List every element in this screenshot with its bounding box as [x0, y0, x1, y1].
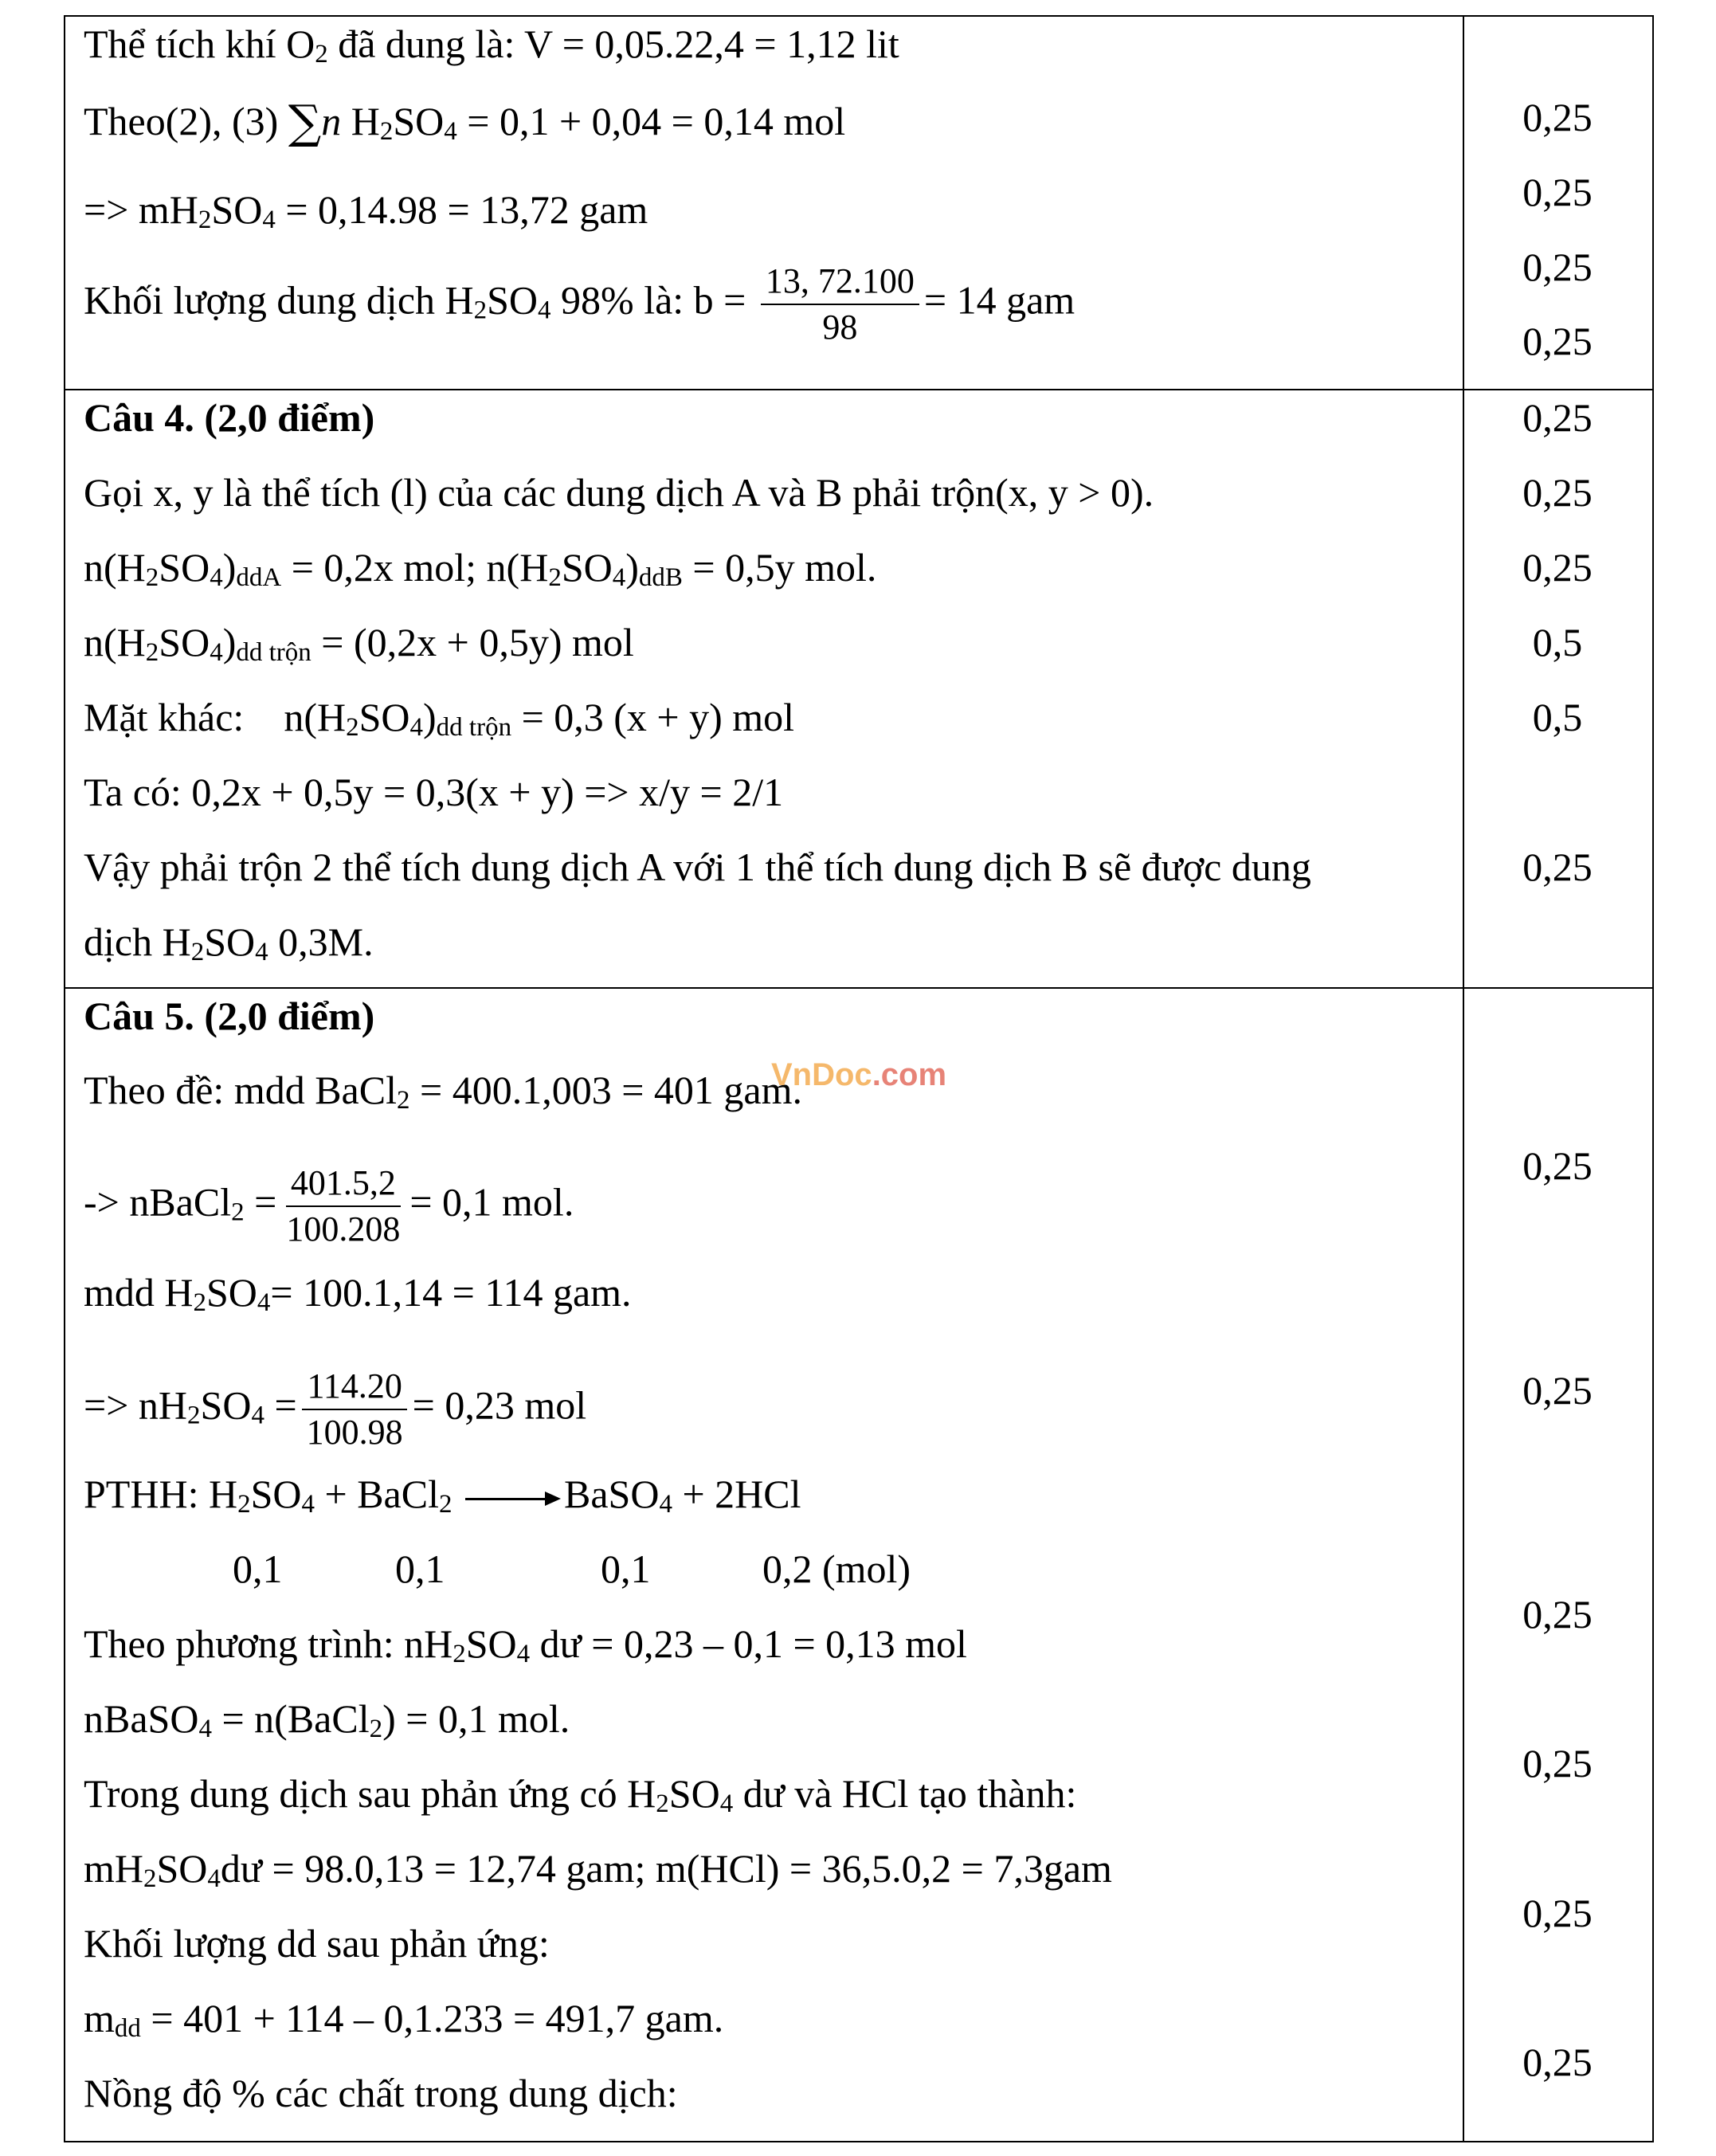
score: 0,25 — [1522, 545, 1593, 590]
q5-line: -> nBaCl$_2$ = $\frac{401.5,2}{100.208}$ = 0,1 mol. — [84, 1161, 574, 1252]
q5-line: Theo đề: mdd BaCl$_2$ = 400.1,003 = 401 gam. — [84, 1068, 802, 1115]
score: 0,25 — [1522, 1143, 1593, 1188]
score: 0,25 — [1522, 470, 1593, 515]
table-border-left — [64, 15, 65, 2142]
q4-line: dịch $H_2SO_4$ 0,3M. — [84, 919, 374, 966]
q4-line: $n(H_2SO_4)_{dd trộn} = (0,2x + 0,5y)$ mol — [84, 620, 634, 667]
score: 0,25 — [1522, 1368, 1593, 1413]
q4-line: $n(H_2SO_4)_{ddA} = 0,2x$ mol; $n(H_2SO_4)_{ddB} = 0,5y$ mol. — [84, 545, 877, 592]
q4-line: Mặt khác: $n(H_2SO_4)_{dd trộn} = 0,3$ (x + y) mol — [84, 695, 795, 742]
score: 0,5 — [1532, 620, 1583, 664]
q5-line: => $nH_2SO_4$ = $\frac{114.20}{100.98}$ = 0,23 mol — [84, 1364, 586, 1455]
q4-line: Ta có: 0,2x + 0,5y = 0,3(x + y) => x/y = 2/1 — [84, 770, 784, 814]
score: 0,25 — [1522, 845, 1593, 889]
score: 0,25 — [1522, 170, 1593, 214]
fraction: $\frac{401.5,2}{100.208}$ — [281, 1161, 405, 1252]
table-border-bottom — [64, 2141, 1654, 2142]
fraction: $\frac{13, 72.100}{98}$ — [761, 259, 919, 350]
q5-line: Nồng độ % các chất trong dung dịch: — [84, 2071, 678, 2115]
row-divider — [64, 987, 1654, 989]
sum-h2so4-line: Theo(2), (3) ∑n $H_2SO_4 = 0,1 + 0,04 = 0,14$ mol — [84, 95, 846, 149]
q5-line: mdd $H_2SO_4= 100.1,14 = 114$ gam. — [84, 1270, 632, 1317]
q4-line: Gọi x, y là thể tích (l) của các dung dịch A và B phải trộn(x, y > 0). — [84, 470, 1154, 515]
column-divider — [1463, 15, 1464, 2142]
row-divider — [64, 389, 1654, 390]
score: 0,25 — [1522, 319, 1593, 363]
score: 0,25 — [1522, 95, 1593, 139]
q5-line: nBaSO$_4$ = n(BaCl$_2$) = 0,1 mol. — [84, 1696, 570, 1743]
score: 0,25 — [1522, 1891, 1593, 1935]
table-border-top — [64, 15, 1654, 17]
question-5-title: Câu 5. (2,0 điểm) — [84, 994, 375, 1038]
mass-h2so4-line: => $mH_2SO_4 = 0,14.98 = 13,72$ gam — [84, 187, 648, 234]
q5-line: $m_{dd} = 401 + 114 - 0,1.233 = 491,7$ gam. — [84, 1996, 724, 2043]
score: 0,25 — [1522, 1592, 1593, 1637]
q5-line: Theo phương trình: $nH_2SO_4$ dư = 0,23 – 0,1 = 0,13 mol — [84, 1621, 967, 1668]
oxygen-volume-line: Thể tích khí $O_2$ đã dung là: V = 0,05.22,4 = 1,12 lit — [84, 22, 899, 69]
solution-mass-line: Khối lượng dung dịch $H_2SO_4$ 98% là: b = $\frac{13, 72.100}{98}$ = 14 gam — [84, 259, 1075, 350]
score: 0,25 — [1522, 1741, 1593, 1786]
score: 0,5 — [1532, 695, 1583, 739]
score: 0,25 — [1522, 2040, 1593, 2084]
q5-line: Khối lượng dd sau phản ứng: — [84, 1921, 550, 1966]
table-border-right — [1652, 15, 1654, 2142]
vndoc-watermark: VnDoc.com — [771, 1057, 947, 1092]
reaction-arrow-icon — [465, 1491, 561, 1507]
q5-line: $mH_2SO_4dư = 98.0,13 = 12,74$ gam; m(HCl) = 36,5.0,2 = 7,3gam — [84, 1846, 1112, 1893]
score: 0,25 — [1522, 395, 1593, 440]
fraction: $\frac{114.20}{100.98}$ — [302, 1364, 408, 1455]
q5-line: Trong dung dịch sau phản ứng có $H_2SO_4$ dư và HCl tạo thành: — [84, 1771, 1077, 1818]
q4-line: Vậy phải trộn 2 thể tích dung dịch A với 1 thể tích dung dịch B sẽ được dung — [84, 845, 1311, 889]
score: 0,25 — [1522, 245, 1593, 289]
question-4-title: Câu 4. (2,0 điểm) — [84, 395, 375, 440]
reaction-equation: PTHH: $H_2SO_4$ + BaCl$_2$ BaSO$_4$ + 2HCl — [84, 1472, 801, 1519]
